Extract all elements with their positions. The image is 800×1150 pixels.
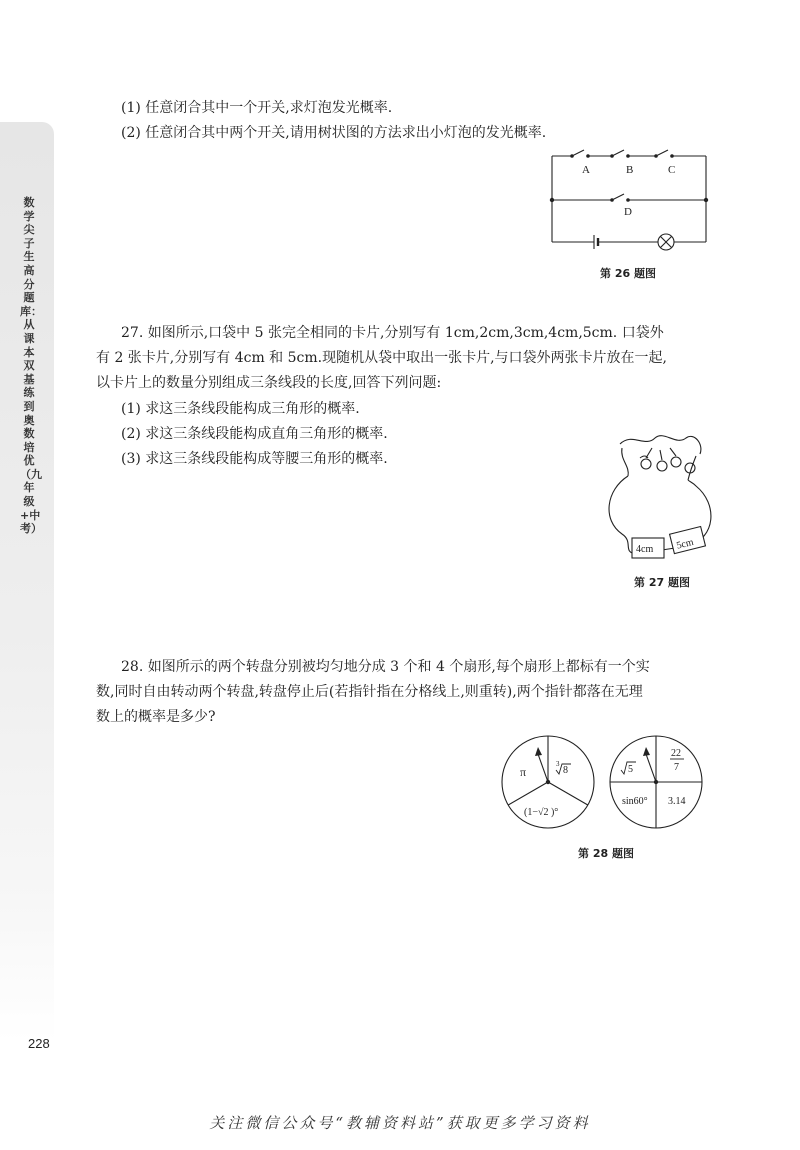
spinner1-cube-index: 3 [556, 760, 560, 768]
q27-bag-diagram [600, 430, 725, 566]
spinner1-bottom: (1−√2 )° [524, 807, 559, 818]
spinner1-cube-radicand: 8 [563, 765, 568, 776]
sidebar-book-title: 数学尖子生高分题库：从课本双基练到奥数培优（九年级+中考） [20, 196, 42, 536]
q27-sub2: (2) 求这三条线段能构成直角三角形的概率. [121, 426, 388, 442]
switch-c-label: C [668, 164, 676, 176]
spinner2-decimal: 3.14 [668, 796, 686, 807]
q26-sub2: (2) 任意闭合其中两个开关,请用树状图的方法求出小灯泡的发光概率. [121, 125, 547, 141]
q28-line3: 数上的概率是多少? [96, 709, 216, 725]
spinner1-pi: π [520, 765, 527, 779]
card-5cm: 5cm [675, 536, 695, 552]
q27-line1: 27. 如图所示,口袋中 5 张完全相同的卡片,分别写有 1cm,2cm,3cm,4cm,5cm. 口袋外 [121, 325, 664, 341]
q26-caption: 第 26 题图 [600, 267, 656, 280]
q26-sub1: (1) 任意闭合其中一个开关,求灯泡发光概率. [121, 100, 393, 116]
q28-spinner-diagram [498, 732, 708, 836]
q28-line1: 28. 如图所示的两个转盘分别被均匀地分成 3 个和 4 个扇形,每个扇形上都标有一个实 [121, 659, 650, 675]
q26-circuit-diagram [540, 142, 720, 254]
q28-line2: 数,同时自由转动两个转盘,转盘停止后(若指针指在分格线上,则重转),两个指针都落在无理 [96, 684, 643, 700]
spinner2-frac-num: 22 [671, 748, 681, 759]
q27-sub3: (3) 求这三条线段能构成等腰三角形的概率. [121, 451, 388, 467]
spinner2-frac-den: 7 [674, 762, 679, 773]
card-4cm: 4cm [636, 544, 654, 555]
switch-b-label: B [626, 164, 634, 176]
switch-a-label: A [582, 164, 590, 176]
page-number: 228 [28, 1036, 50, 1051]
q27-line3: 以卡片上的数量分别组成三条线段的长度,回答下列问题: [96, 375, 442, 391]
q27-line2: 有 2 张卡片,分别写有 4cm 和 5cm.现随机从袋中取出一张卡片,与口袋外两张卡片放在一起, [96, 350, 668, 366]
q27-sub1: (1) 求这三条线段能构成三角形的概率. [121, 401, 360, 417]
switch-d-label: D [624, 206, 632, 218]
q27-caption: 第 27 题图 [634, 576, 690, 589]
spinner2-sqrt-radicand: 5 [628, 764, 633, 775]
footer-note: 关注微信公众号“教辅资料站”获取更多学习资料 [209, 1114, 591, 1132]
spinner2-sin: sin60° [622, 796, 648, 807]
q28-caption: 第 28 题图 [578, 847, 634, 860]
